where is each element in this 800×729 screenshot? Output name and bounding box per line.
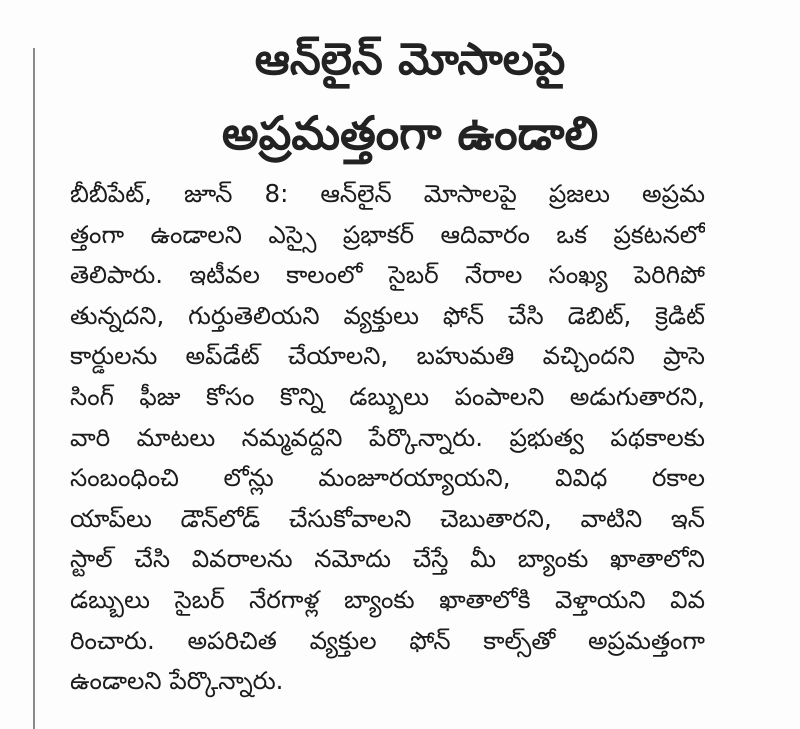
body-line: సింగ్ ఫీజు కోసం కొన్ని డబ్బులు పంపాలని అడుగుతారని, — [70, 381, 705, 411]
body-line: తున్నదని, గుర్తుతెలియని వ్యక్తులు ఫోన్ చేసి డెబిట్, క్రెడిట్ — [70, 300, 705, 330]
body-line: సంబంధించి లోన్లు మంజూరయ్యాయని, వివిధ రకాల — [70, 463, 705, 493]
body-line: స్టాల్ చేసి వివరాలను నమోదు చేస్తే మీ బ్యాంకు ఖాతాలోని — [70, 544, 705, 574]
column-rule — [33, 48, 35, 729]
body-line: రించారు. అపరిచిత వ్యక్తుల ఫోన్ కాల్స్‌తో అప్రమత్తంగా — [70, 625, 705, 655]
body-line: వారి మాటలు నమ్మవద్దని పేర్కొన్నారు. ప్రభుత్వ పథకాలకు — [70, 422, 705, 452]
body-line: యాప్‌లు డౌన్‌లోడ్ చేసుకోవాలని చెబుతారని, వాటిని ఇన్ — [70, 503, 705, 533]
body-line: తెలిపారు. ఇటీవల కాలంలో సైబర్ నేరాల సంఖ్య పెరిగిపో — [70, 260, 705, 290]
body-line: కార్డులను అప్‌డేట్ చేయాలని, బహుమతి వచ్చిందని ప్రాసె — [70, 341, 705, 371]
article-body — [70, 174, 705, 702]
headline-line-2: అప్రమత్తంగా ఉండాలి — [221, 106, 599, 160]
body-line: డబ్బులు సైబర్ నేరగాళ్ల బ్యాంకు ఖాతాలోకి వెళ్తాయని వివ — [70, 584, 705, 614]
body-line: బీబీపేట్, జూన్ 8: ఆన్‌లైన్ మోసాలపై ప్రజలు అప్రమ — [70, 179, 705, 208]
body-line: ఉండాలని పేర్కొన్నారు. — [70, 666, 284, 696]
headline-line-1: ఆన్‌లైన్ మోసాలపై — [254, 34, 566, 85]
body-line: త్తంగా ఉండాలని ఎస్సై ప్రభాకర్ ఆదివారం ఒక ప్రకటనలో — [70, 219, 705, 249]
